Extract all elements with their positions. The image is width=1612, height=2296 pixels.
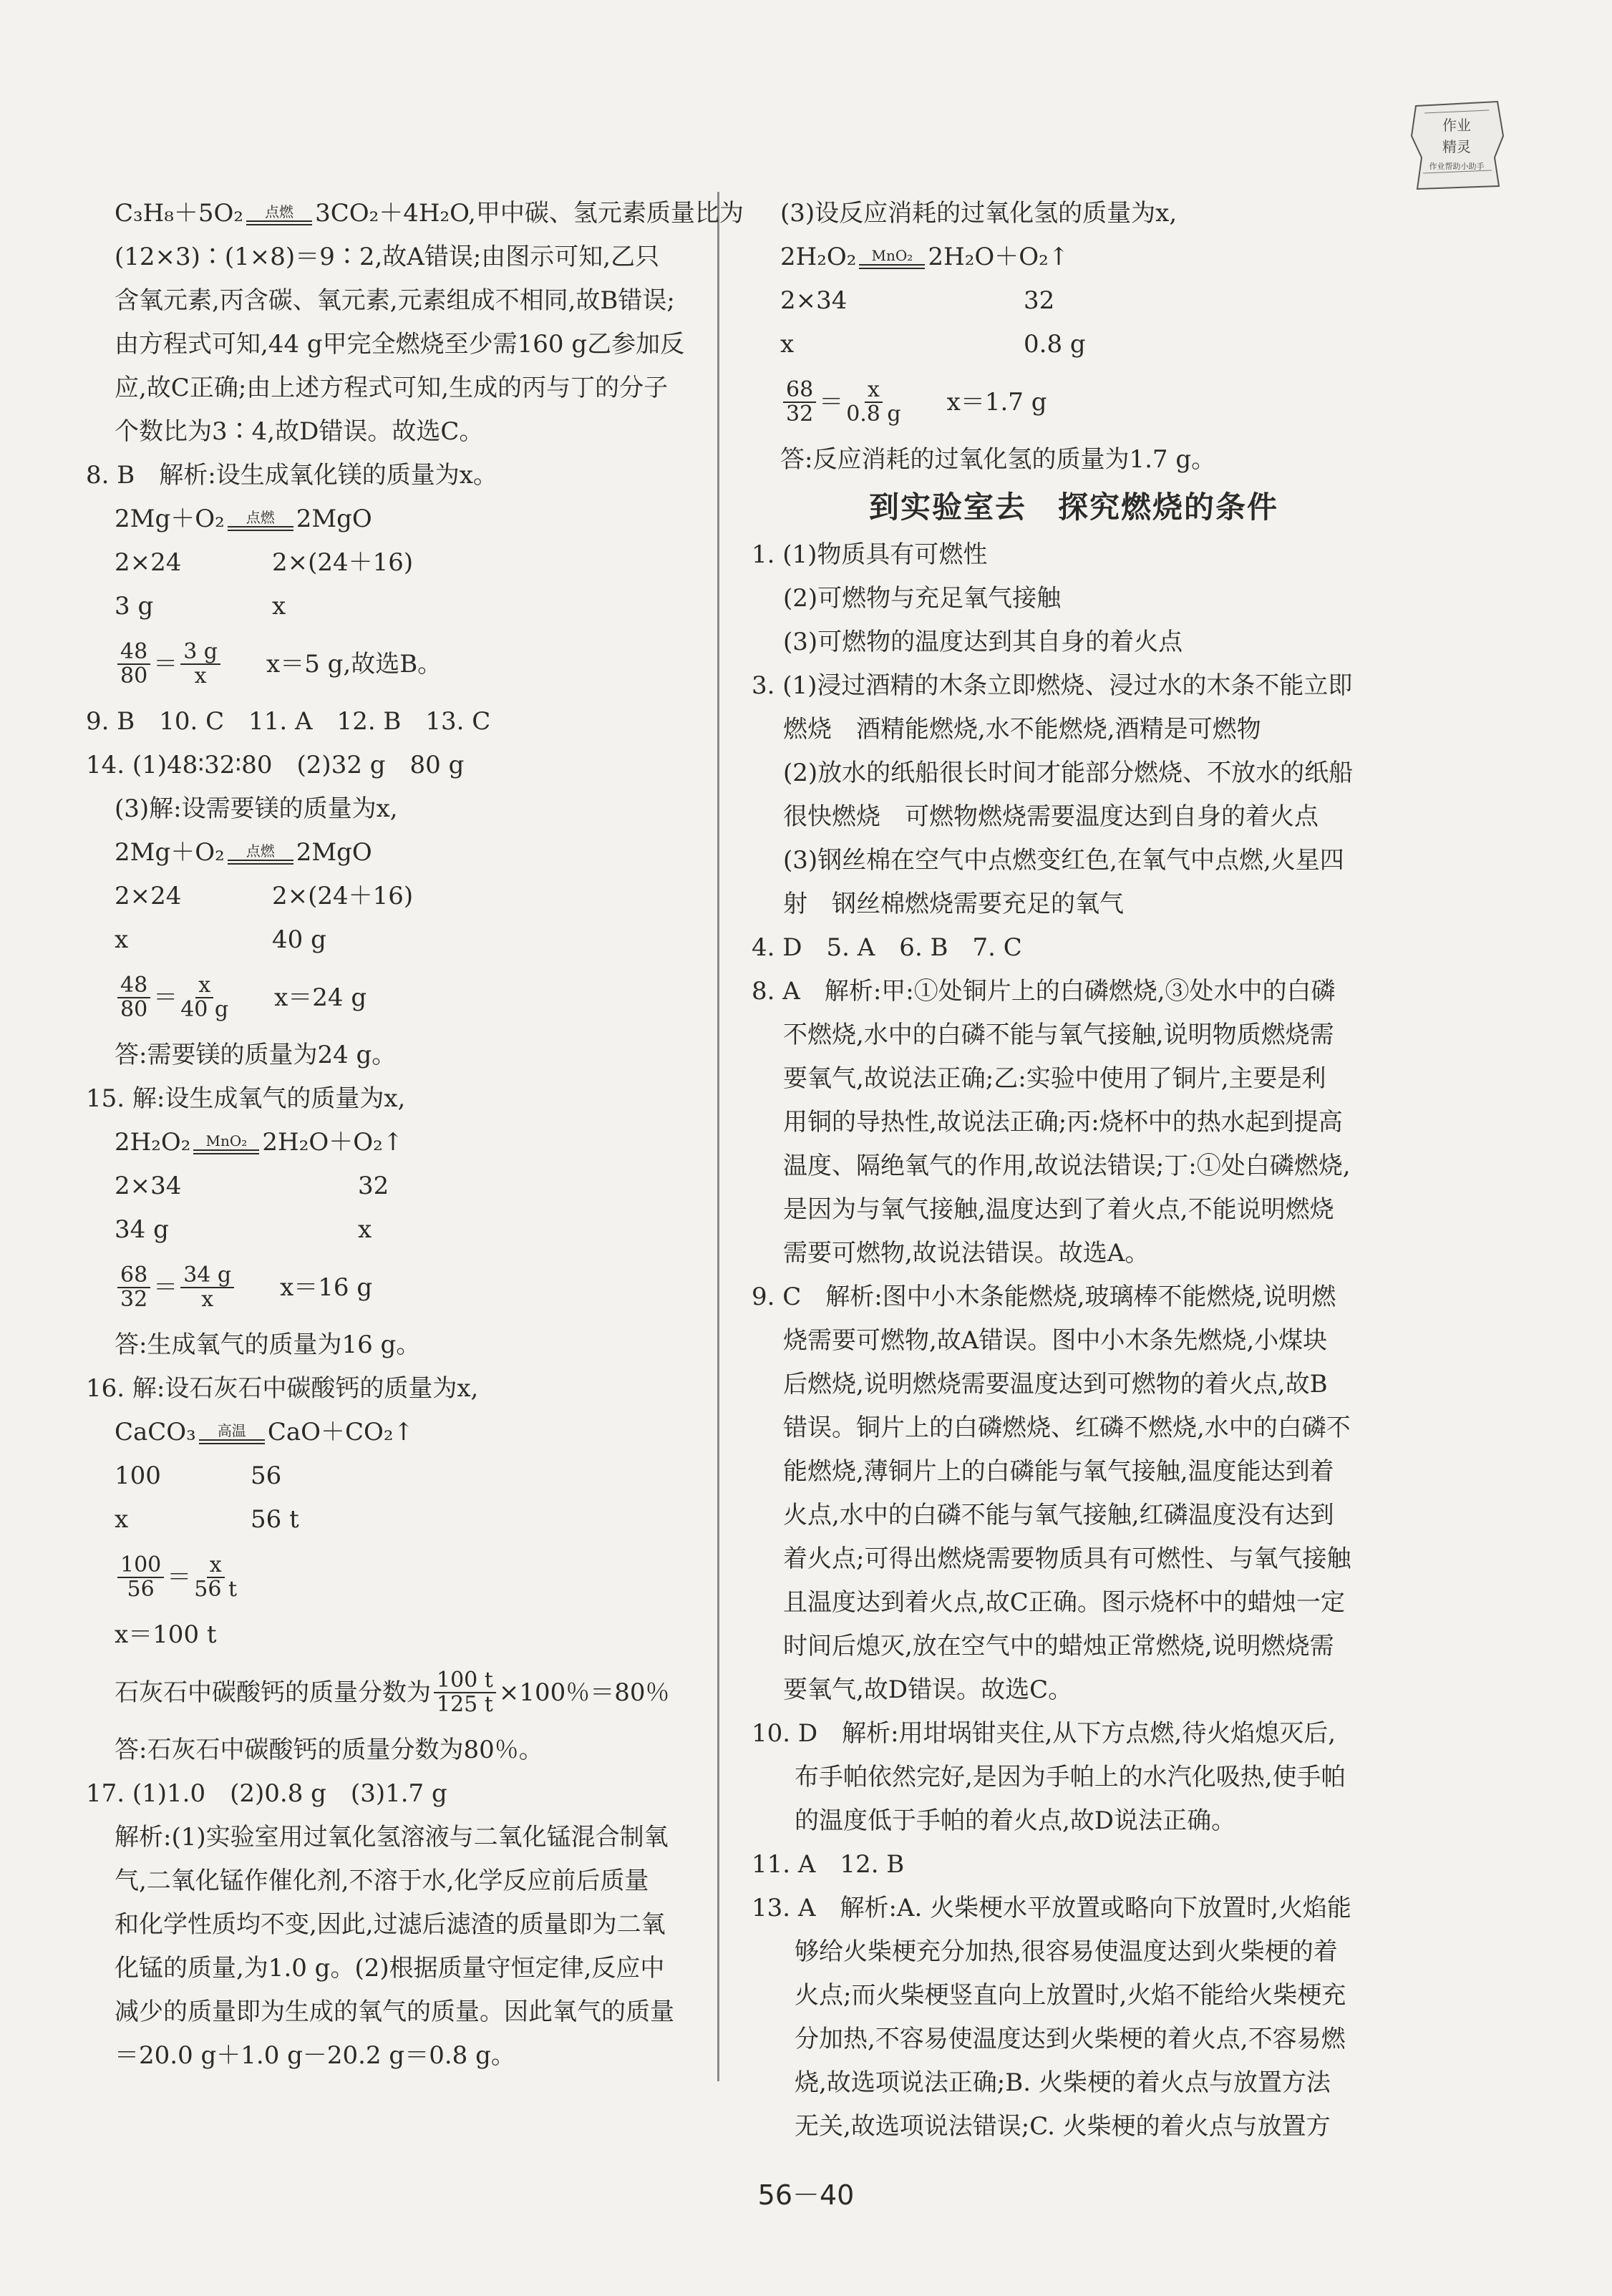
question-15 — [86, 1077, 748, 1121]
equation-propane — [115, 192, 748, 235]
question-text: C 解析:图中小木条能燃烧,玻璃棒不能燃烧,说明燃 — [782, 1283, 1336, 1311]
text-line: 需要可燃物,故说法错误。故选A。 — [783, 1239, 1150, 1268]
question-number: 15. — [86, 1084, 125, 1113]
question-number: 16. — [86, 1374, 125, 1403]
text-line: 时间后熄灭,放在空气中的蜡烛正常燃烧,说明燃烧需 — [783, 1632, 1334, 1660]
equation-caco3 — [115, 1411, 748, 1454]
proportion: $\frac{48}{80}$ ＝ $\frac{3 g}{x}$ x＝5 g,故选B。 — [115, 628, 748, 700]
question-text: (1)48∶32∶80 (2)32 g 80 g — [132, 751, 465, 779]
ratio-cell: 32 — [358, 1172, 389, 1200]
question-8 — [752, 970, 1396, 1013]
question-text: A 解析:甲:①处铜片上的白磷燃烧,③处水中的白磷 — [782, 977, 1336, 1006]
reaction-arrow — [228, 842, 293, 875]
text-line: 的温度低于手帕的着火点,故D说法正确。 — [795, 1806, 1236, 1835]
eq-right: 3CO₂＋4H₂O,甲中碳、氢元素质量比为 — [315, 199, 744, 228]
ratio-cell: 34 g — [115, 1215, 169, 1244]
text-line: 错误。铜片上的白磷燃烧、红磷不燃烧,水中的白磷不 — [783, 1414, 1351, 1442]
ratio-cell: 2×34 — [115, 1172, 182, 1200]
text-line: 含氧元素,丙含碳、氧元素,元素组成不相同,故B错误; — [115, 286, 675, 315]
svg-text:作业: 作业 — [1442, 117, 1471, 134]
text-line: 后燃烧,说明燃烧需要温度达到可燃物的着火点,故B — [783, 1370, 1328, 1398]
question-text: 解:设石灰石中碳酸钙的质量为x, — [132, 1374, 479, 1403]
question-text: (1)1.0 (2)0.8 g (3)1.7 g — [132, 1779, 447, 1808]
question-13 — [752, 1887, 1396, 1930]
fraction: $\frac{100}{56}$ — [117, 1554, 164, 1601]
question-1 — [752, 533, 1396, 577]
text-line: (3)钢丝棉在空气中点燃变红色,在氧气中点燃,火星四 — [783, 846, 1344, 875]
fraction: $\frac{3 g}{x}$ — [180, 641, 220, 688]
text-line: 温度、隔绝氧气的作用,故说法错误;丁:①处白磷燃烧, — [783, 1152, 1351, 1180]
text-line: 很快燃烧 可燃物燃烧需要温度达到自身的着火点 — [783, 802, 1319, 831]
ratio-cell: 0.8 g — [1024, 330, 1086, 359]
text-line: 应,故C正确;由上述方程式可知,生成的丙与丁的分子 — [115, 374, 669, 402]
text-line: (3)设反应消耗的过氧化氢的质量为x, — [780, 199, 1178, 228]
text-line: (3)可燃物的温度达到其自身的着火点 — [783, 628, 1183, 656]
question-11-12: 11. A 12. B — [752, 1850, 905, 1879]
question-number: 14. — [86, 751, 125, 779]
equation-h2o2 — [115, 1121, 748, 1164]
homework-badge-icon — [1403, 93, 1510, 200]
eq-right: 2MgO — [296, 838, 372, 867]
text-line: 火点;而火柴梗竖直向上放置时,火焰不能给火柴梗充 — [795, 1981, 1346, 2010]
question-number: 1. — [752, 540, 775, 569]
result: x＝100 t — [115, 1620, 217, 1649]
text-line: 烧需要可燃物,故A错误。图中小木条先燃烧,小煤块 — [783, 1326, 1328, 1355]
ratio-cell: 2×(24＋16) — [272, 882, 414, 910]
question-text: D 解析:用坩埚钳夹住,从下方点燃,待火焰熄灭后, — [797, 1719, 1336, 1748]
text-line: 解析:(1)实验室用过氧化氢溶液与二氧化锰混合制氧 — [115, 1823, 669, 1852]
text-line: 不燃烧,水中的白磷不能与氧气接触,说明物质燃烧需 — [783, 1021, 1334, 1049]
ratio-cell: 40 g — [272, 925, 326, 954]
text-line: ＝20.0 g＋1.0 g－20.2 g＝0.8 g。 — [115, 2041, 515, 2070]
reaction-condition: 点燃 — [246, 842, 275, 860]
reaction-condition: 高温 — [217, 1422, 246, 1439]
text-line: 无关,故选项说法错误;C. 火柴梗的着火点与放置方 — [795, 2112, 1331, 2141]
answer: 答:生成氧气的质量为16 g。 — [115, 1331, 421, 1359]
reaction-arrow — [228, 509, 293, 541]
svg-text:作业帮助小助手: 作业帮助小助手 — [1429, 162, 1485, 171]
proportion: $\frac{48}{80}$ ＝ $\frac{x}{40 g}$ x＝24 g — [115, 962, 748, 1033]
ratio-cell: 3 g — [115, 592, 154, 621]
ratio-cell: 2×24 — [115, 548, 182, 577]
text-line: 着火点;可得出燃烧需要物质具有可燃性、与氧气接触 — [783, 1545, 1351, 1573]
question-number: 17. — [86, 1779, 125, 1808]
text-line: (2)可燃物与充足氧气接触 — [783, 584, 1062, 613]
question-number: 9. — [752, 1283, 775, 1311]
reaction-arrow — [859, 247, 925, 279]
text-line: 气,二氧化锰作催化剂,不溶于水,化学反应前后质量 — [115, 1867, 649, 1895]
text-line: 能燃烧,薄铜片上的白磷能与氧气接触,温度能达到着 — [783, 1457, 1334, 1486]
ratio-cell: x — [780, 330, 795, 359]
fraction: $\frac{100 t}{125 t}$ — [434, 1669, 496, 1716]
svg-text:精灵: 精灵 — [1442, 138, 1471, 155]
equation-mg — [115, 831, 748, 875]
text-line: 化锰的质量,为1.0 g。(2)根据质量守恒定律,反应中 — [115, 1954, 665, 1983]
reaction-arrow — [199, 1422, 265, 1454]
ratio-cell: x — [115, 925, 129, 954]
ratio-cell: 2×(24＋16) — [272, 548, 414, 577]
question-text: (1)浸过酒精的木条立即燃烧、浸过水的木条不能立即 — [782, 671, 1353, 700]
result: x＝16 g — [280, 1273, 373, 1302]
equation-h2o2 — [752, 235, 1396, 279]
question-10 — [752, 1712, 1396, 1756]
ratio-cell: 2×24 — [115, 882, 182, 910]
question-number: 8. — [86, 461, 110, 490]
fraction: $\frac{48}{80}$ — [117, 641, 150, 688]
text-line: 烧,故选项说法正确;B. 火柴梗的着火点与放置方法 — [795, 2068, 1331, 2097]
fraction: $\frac{x}{40 g}$ — [180, 973, 229, 1022]
question-number: 3. — [752, 671, 775, 700]
text-line: 燃烧 酒精能燃烧,水不能燃烧,酒精是可燃物 — [783, 715, 1261, 744]
result: x＝1.7 g — [946, 387, 1047, 417]
question-number: 10. — [752, 1719, 791, 1748]
ratio-cell: 56 t — [251, 1505, 299, 1534]
question-16 — [86, 1367, 748, 1411]
answer: 答:石灰石中碳酸钙的质量分数为80％。 — [115, 1736, 543, 1764]
question-text: (1)物质具有可燃性 — [782, 540, 988, 569]
answer: 答:需要镁的质量为24 g。 — [115, 1041, 397, 1069]
question-14 — [86, 744, 748, 787]
ratio-cell: x — [272, 592, 286, 621]
question-3 — [752, 664, 1396, 708]
text-line: 够给火柴梗充分加热,很容易使温度达到火柴梗的着 — [795, 1937, 1338, 1966]
proportion: $\frac{100}{56}$ ＝ $\frac{x}{56 t}$ — [115, 1542, 748, 1613]
text: 石灰石中碳酸钙的质量分数为 — [115, 1678, 431, 1707]
ratio-cell: 56 — [251, 1461, 282, 1490]
proportion: $\frac{68}{32}$ ＝ $\frac{34 g}{x}$ x＝16 g — [115, 1252, 748, 1323]
text-line: 减少的质量即为生成的氧气的质量。因此氧气的质量 — [115, 1998, 674, 2026]
eq-left: CaCO₃ — [115, 1418, 196, 1446]
fraction: $\frac{68}{32}$ — [783, 379, 816, 426]
text-line: (2)放水的纸船很长时间才能部分燃烧、不放水的纸船 — [783, 759, 1354, 787]
ratio-cell: 100 — [115, 1461, 161, 1490]
page-number: 56－40 — [757, 2179, 855, 2211]
question-9-13: 9. B 10. C 11. A 12. B 13. C — [86, 707, 491, 736]
reaction-condition: 点燃 — [265, 203, 294, 220]
text-line: (3)解:设需要镁的质量为x, — [115, 794, 398, 823]
text-line: 且温度达到着火点,故C正确。图示烧杯中的蜡烛一定 — [783, 1588, 1345, 1617]
fraction: $\frac{x}{0.8 g}$ — [846, 377, 901, 427]
text-line: 火点,水中的白磷不能与氧气接触,红磷温度没有达到 — [783, 1501, 1334, 1529]
eq-left: C₃H₈＋5O₂ — [115, 199, 244, 228]
text-line: 布手帕依然完好,是因为手帕上的水汽化吸热,使手帕 — [795, 1763, 1346, 1791]
eq-left: 2H₂O₂ — [780, 243, 857, 271]
mass-fraction — [115, 1657, 748, 1728]
question-text: B 解析:设生成氧化镁的质量为x。 — [117, 461, 497, 490]
result: x＝5 g,故选B。 — [266, 649, 442, 678]
text-line: 是因为与氧气接触,温度达到了着火点,不能说明燃烧 — [783, 1195, 1334, 1224]
reaction-condition: MnO₂ — [871, 247, 913, 264]
section-title: 到实验室去 探究燃烧的条件 — [868, 490, 1278, 525]
question-text: A 解析:A. 火柴梗水平放置或略向下放置时,火焰能 — [797, 1894, 1351, 1922]
eq-left: 2H₂O₂ — [115, 1128, 191, 1157]
question-17 — [86, 1772, 748, 1816]
left-column — [86, 192, 748, 2078]
ratio-cell: x — [115, 1505, 129, 1534]
reaction-condition: 点燃 — [246, 509, 275, 526]
text-line: 要氧气,故D错误。故选C。 — [783, 1675, 1073, 1704]
eq-right: CaO＋CO₂↑ — [267, 1418, 414, 1446]
text-line: 个数比为3∶4,故D错误。故选C。 — [115, 417, 484, 446]
eq-right: 2MgO — [296, 505, 372, 533]
question-number: 8. — [752, 977, 775, 1006]
fraction: $\frac{34 g}{x}$ — [180, 1264, 234, 1311]
answer: 答:反应消耗的过氧化氢的质量为1.7 g。 — [780, 445, 1216, 474]
question-4-7: 4. D 5. A 6. B 7. C — [752, 933, 1022, 962]
question-8 — [86, 454, 748, 497]
ratio-cell: x — [358, 1215, 372, 1244]
text-line: 射 钢丝棉燃烧需要充足的氧气 — [783, 890, 1124, 918]
text-line: 分加热,不容易使温度达到火柴梗的着火点,不容易燃 — [795, 2025, 1346, 2053]
ratio-cell: 2×34 — [780, 286, 848, 315]
eq-left: 2Mg＋O₂ — [115, 505, 225, 533]
question-9 — [752, 1275, 1396, 1319]
text-line: 要氧气,故说法正确;乙:实验中使用了铜片,主要是利 — [783, 1064, 1326, 1093]
equation-mg — [115, 497, 748, 541]
reaction-condition: MnO₂ — [205, 1132, 248, 1149]
reaction-arrow — [193, 1132, 259, 1164]
text: ×100％＝80％ — [498, 1678, 670, 1707]
right-column — [752, 192, 1396, 2149]
text-line: 由方程式可知,44 g甲完全燃烧至少需160 g乙参加反 — [115, 330, 685, 359]
text-line: 用铜的导热性,故说法正确;丙:烧杯中的热水起到提高 — [783, 1108, 1343, 1137]
question-number: 13. — [752, 1894, 791, 1922]
eq-right: 2H₂O＋O₂↑ — [262, 1128, 404, 1157]
fraction: $\frac{68}{32}$ — [117, 1264, 150, 1311]
question-text: 解:设生成氧气的质量为x, — [132, 1084, 406, 1113]
text-line: 和化学性质均不变,因此,过滤后滤渣的质量即为二氧 — [115, 1910, 666, 1939]
ratio-cell: 32 — [1024, 286, 1055, 315]
proportion: $\frac{68}{32}$ ＝ $\frac{x}{0.8 g}$ x＝1.7 g — [752, 366, 1396, 438]
eq-left: 2Mg＋O₂ — [115, 838, 225, 867]
text-line: (12×3)∶(1×8)＝9∶2,故A错误;由图示可知,乙只 — [115, 243, 660, 271]
fraction: $\frac{x}{56 t}$ — [194, 1552, 238, 1602]
result: x＝24 g — [274, 983, 367, 1012]
reaction-arrow — [246, 203, 312, 235]
fraction: $\frac{48}{80}$ — [117, 974, 150, 1021]
eq-right: 2H₂O＋O₂↑ — [928, 243, 1069, 271]
